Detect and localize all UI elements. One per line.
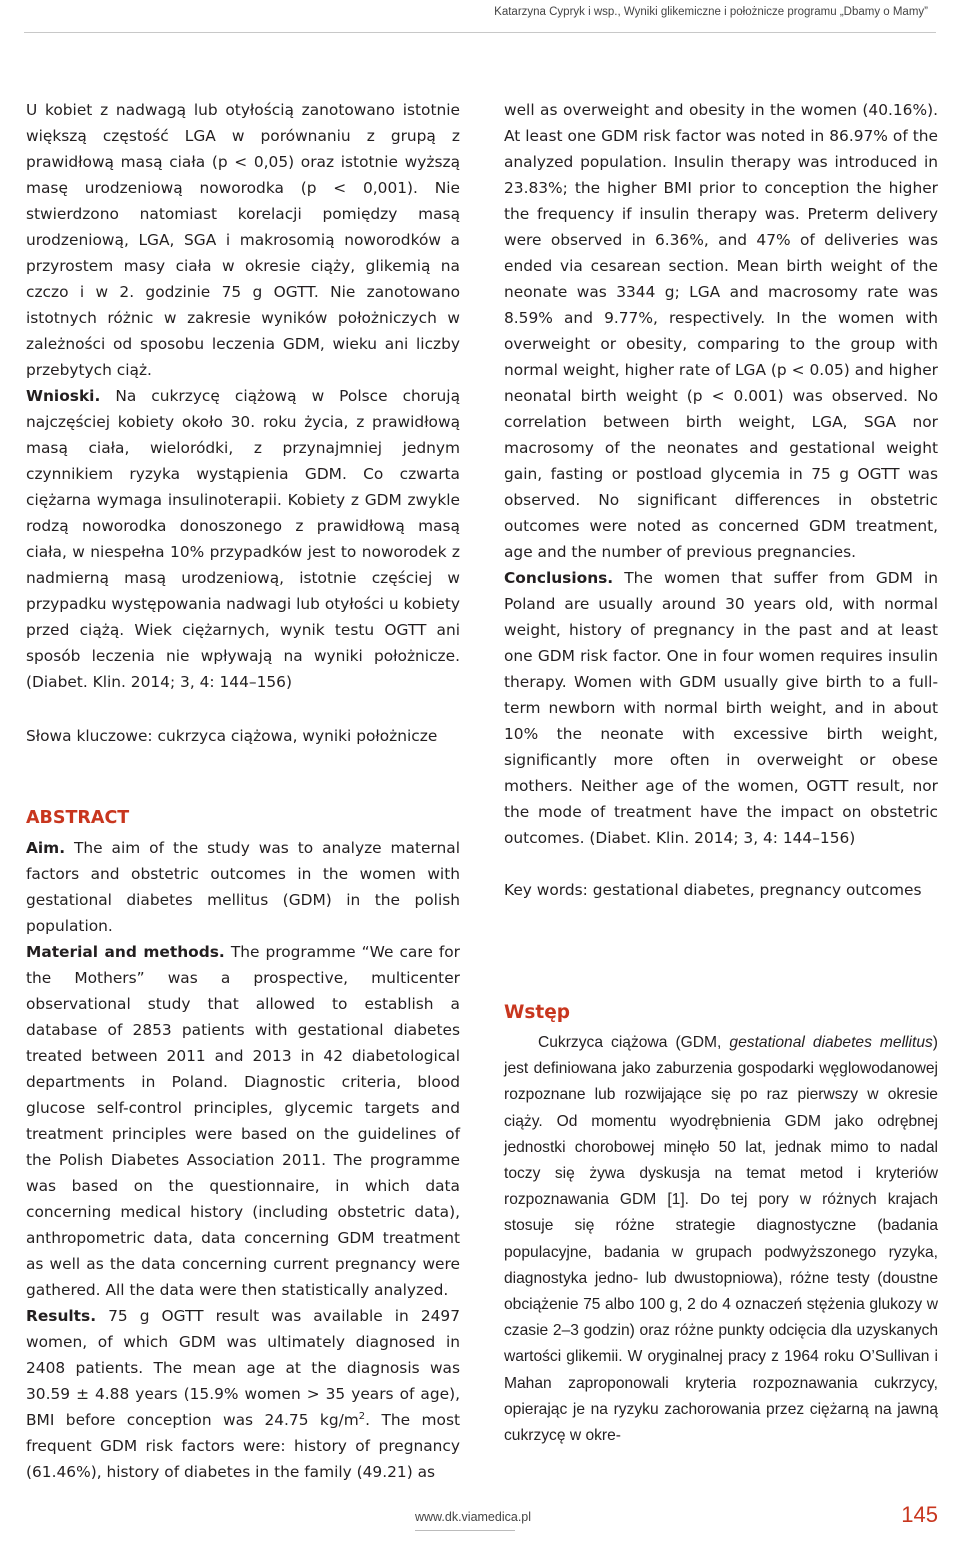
conclusions-label: Conclusions. <box>504 569 614 587</box>
results-text-b: . The most frequent GDM risk factors were: history of pregnancy (61.46%), history of diabetes in the family (49.21) as <box>26 1411 460 1481</box>
wnioski-text: Na cukrzycę ciążową w Polsce chorują najczęściej kobiety około 30. roku życia, z prawidłową masą ciała, wieloródki, z przynajmniej jednym czynnikiem ryzyka wystąpienia GDM. Co czwarta ciężarna wymaga insulinoterapii. Kobiety z GDM zwykle rodzą noworodka donoszonego z prawidłową masą ciała, w niespełna 10% przypadków jest to noworodek z nadmierną masą urodzeniową, istotnie częściej w przypadku występowania nadwagi lub otyłości u kobiety przed ciążą. Wiek ciężarnych, wynik testu OGTT ani sposób leczenia nie wpływają na wyniki położnicze. (Diabet. Klin. 2014; 3, 4: 144–156) <box>26 387 460 691</box>
aim-text: The aim of the study was to analyze maternal factors and obstetric outcomes in the women with gestational diabetes mellitus (GDM) in the polish population. <box>26 839 460 935</box>
intro-text-b: ) jest definiowana jako zaburzenia gospodarki węglowodanowej rozpoznane lub rozwijające się po raz pierwszy w okresie ciąży. Od momentu wyodrębnienia GDM jako odrębnej jednostki chorobowej minęło 50 lat, jednak mimo to nadal toczy się żywa dyskusja na temat metod i kryteriów rozpoznawania GDM [1]. Do tej pory w różnych krajach stosuje się różne strategie diagnostyczne (badania populacyjne, badania w grupach podwyższonego ryzyka, diagnostyka jedno- lub dwustopniowa), różne testy (doustne obciążenie 75 albo 100 g, 2 do 4 oznaczeń stężenia glukozy w czasie 2–3 godzin) oraz różne punkty odcięcia dla uzyskanych wartości glikemii. W oryginalnej pracy z 1964 roku O’Sullivan i Mahan zaproponowali kryteria rozpoznawania cukrzycy, opierając je na ryzyku zachorowania przez ciężarną na jawną cukrzycę w okre- <box>504 1034 938 1445</box>
methods-text: The programme “We care for the Mothers” was a prospective, multicenter observational study that allowed to establish a database of 2853 patients with gestational diabetes treated between 2011 and 2013 in 42 diabetological departments in Poland. Diagnostic criteria, blood glucose self-control principles, glycemic targets and treatment principles were based on the guidelines of the Polish Diabetes Association 2011. The programme was based on the questionnaire, in which data concerning medical history (including obstetric data), anthropometric data, data concerning GDM treatment as well as the data concerning current pregnancy were gathered. All the data were then statistically analyzed. <box>26 943 460 1299</box>
wnioski-label: Wnioski. <box>26 387 101 405</box>
results-paragraph-pl: U kobiet z nadwagą lub otyłością zanotowano istotnie większą częstość LGA w porównaniu z grupą z prawidłową masą ciała (p < 0,05) oraz istotnie wyższą masę urodzeniową noworodka (p < 0,001). Nie stwierdzono natomiast korelacji pomiędzy masą urodzeniową, LGA, SGA i makrosomią noworodków a przyrostem masy ciała w okresie ciąży, glikemią na czczo i w 2. godzinie 75 g OGTT. Nie zanotowano istotnych różnic w zakresie wyników położniczych w zależności od sposobu leczenia GDM, wieku ani liczby przebytych ciąż. <box>26 101 460 379</box>
intro-text-a: Cukrzyca ciążowa (GDM, <box>538 1034 730 1051</box>
left-column <box>26 97 460 1485</box>
keywords-en: Key words: gestational diabetes, pregnancy outcomes <box>504 881 922 899</box>
results-continued-paragraph: well as overweight and obesity in the women (40.16%). At least one GDM risk factor was noted in 86.97% of the analyzed population. Insulin therapy was introduced in 23.83%; the higher BMI prior to conception the higher the frequency if insulin therapy was. Preterm delivery were observed in 6.36%, and 47% of deliveries was ended via cesarean section. Mean birth weight of the neonate was 3344 g; LGA and macrosomy rate was 8.59% and 9.77%, respectively. In the women with overweight or obesity, comparing to the group with normal weight, higher rate of LGA (p < 0.05) and higher neonatal birth weight (p < 0.001) was observed. No correlation between birth weight, LGA, SGA nor macrosomy of the neonates and gestational weight gain, fasting or postload glycemia in 75 g OGTT was observed. No significant differences in obstetric outcomes were noted as concerned GDM treatment, age and the number of previous pregnancies. <box>504 101 938 561</box>
conclusions-text: The women that suffer from GDM in Poland are usually around 30 years old, with normal weight, history of pregnancy in the past and at least one GDM risk factor. One in four women requires insulin therapy. Women with GDM usually give birth to a full-term newborn with normal birth weight, and in about 10% the neonate with excessive birth weight, significantly more often in overweight or obese mothers. Neither age of the women, OGTT result, nor the mode of treatment have the impact on obstetric outcomes. (Diabet. Klin. 2014; 3, 4: 144–156) <box>504 569 938 847</box>
conclusions-paragraph <box>504 565 938 851</box>
page-number: 145 <box>901 1502 938 1527</box>
wnioski-paragraph <box>26 383 460 695</box>
intro-italic: gestational diabetes mellitus <box>729 1034 933 1051</box>
header-rule <box>24 32 936 33</box>
right-column <box>504 97 938 903</box>
section-heading: Wstęp <box>504 1002 571 1023</box>
introduction-section <box>504 1000 938 1449</box>
aim-paragraph <box>26 835 460 939</box>
methods-label: Material and methods. <box>26 943 225 961</box>
footer-url: www.dk.viamedica.pl <box>415 1510 532 1524</box>
methods-paragraph <box>26 939 460 1303</box>
results-label: Results. <box>26 1307 97 1325</box>
footer-rule <box>415 1530 515 1531</box>
results-paragraph <box>26 1303 460 1485</box>
abstract-heading: ABSTRACT <box>26 808 130 828</box>
results-text-a: 75 g OGTT result was available in 2497 women, of which GDM was ultimately diagnosed in 2408 patients. The mean age at the diagnosis was 30.59 ± 4.88 years (15.9% women > 35 years of age), BMI before conception was 24.75 kg/m <box>26 1307 460 1429</box>
introduction-paragraph <box>504 1030 938 1449</box>
aim-label: Aim. <box>26 839 66 857</box>
running-header: Katarzyna Cypryk i wsp., Wyniki glikemiczne i położnicze programu „Dbamy o Mamy” <box>494 6 928 18</box>
results-superscript: 2 <box>358 1410 366 1422</box>
keywords-pl: Słowa kluczowe: cukrzyca ciążowa, wyniki położnicze <box>26 727 438 745</box>
